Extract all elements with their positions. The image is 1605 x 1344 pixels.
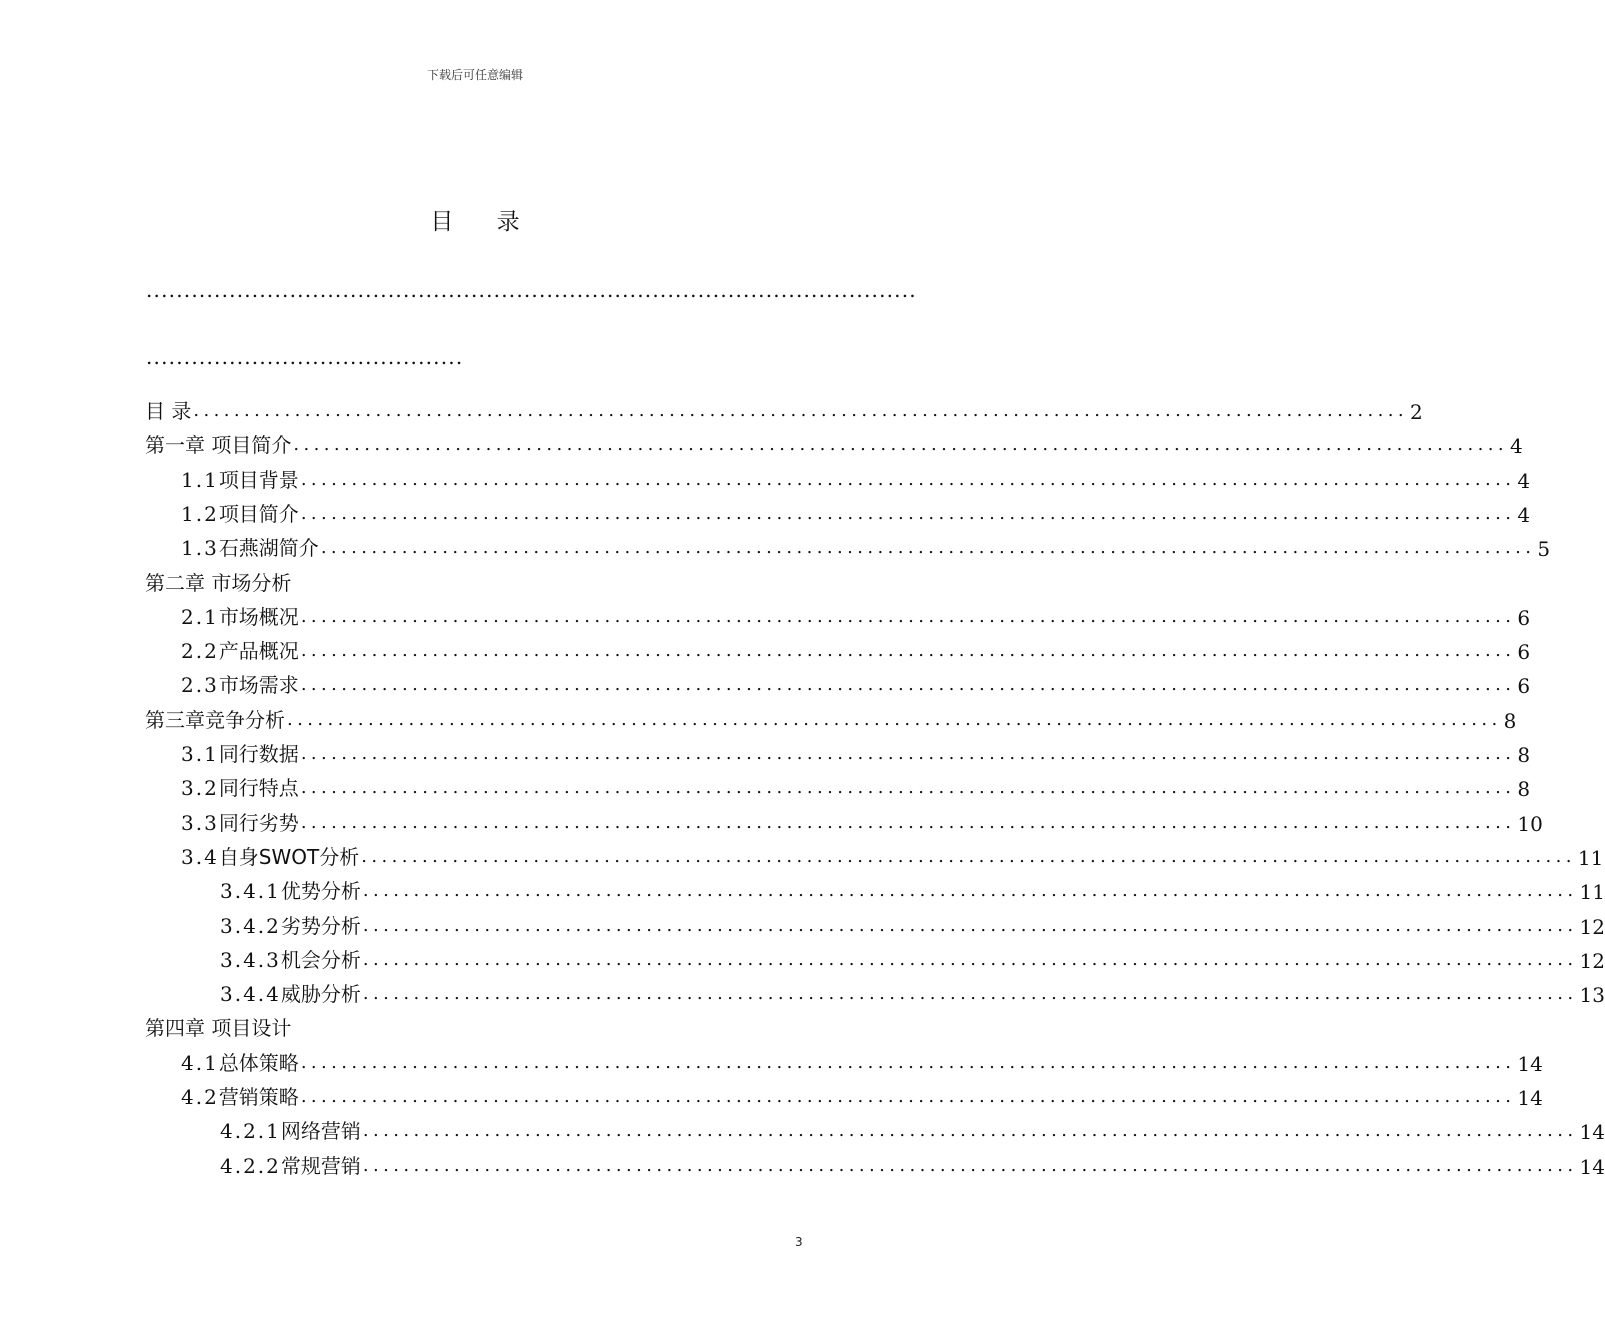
toc-page-number: 14	[1579, 1154, 1605, 1179]
toc-entry-number: 4.2	[181, 1085, 219, 1109]
toc-entry-text: 第三章竞争分析	[145, 707, 285, 732]
toc-page-number: 12	[1579, 914, 1605, 939]
toc-entry-number: 1.3	[181, 536, 219, 561]
toc-entry-label	[181, 464, 299, 493]
dotted-line: ......................................................................................................	[146, 278, 917, 302]
toc-entry-label	[145, 704, 285, 733]
toc-entry[interactable]	[145, 1007, 806, 1041]
toc-entry[interactable]	[220, 870, 1605, 905]
toc-entry-text: 产品概况	[218, 639, 299, 664]
toc-entry-text: 市场概况	[218, 604, 299, 629]
toc-entry-text: 同行特点	[218, 776, 299, 801]
toc-entry-number: 3.4.4	[220, 982, 281, 1007]
toc-entry-label	[145, 429, 291, 458]
toc-entry-label	[181, 772, 299, 801]
toc-entry-label	[181, 807, 299, 836]
toc-leader-dots: ........................................................................................................................	[362, 880, 1578, 902]
toc-entry-label	[220, 1115, 361, 1144]
toc-entry[interactable]	[181, 459, 1531, 493]
toc-entry[interactable]	[220, 1110, 1605, 1145]
toc-entry[interactable]	[181, 802, 1543, 836]
toc-entry-number: 3.2	[181, 776, 219, 801]
toc-entry-label	[220, 978, 361, 1007]
toc-entry[interactable]	[181, 836, 1604, 870]
toc-entry-number: 4.2.1	[220, 1119, 281, 1144]
toc-leader-dots: ........................................................................................................................	[300, 1086, 1516, 1107]
toc-entry-text: 第一章 项目简介	[145, 433, 292, 458]
toc-entry-text: 网络营销	[280, 1119, 361, 1144]
toc-entry-text: 优势分析	[280, 879, 361, 904]
toc-page-number: 11	[1577, 845, 1604, 870]
toc-leader-dots: ........................................................................................................................	[362, 983, 1578, 1005]
toc-entry[interactable]	[145, 562, 806, 596]
toc-page-number: 8	[1517, 743, 1531, 767]
toc-leader-dots: ........................................................................................................................	[300, 640, 1516, 662]
toc-entry-text: 同行劣势	[218, 810, 299, 835]
toc-entry[interactable]	[181, 630, 1531, 665]
toc-entry-text: 第四章 项目设计	[145, 1016, 292, 1041]
toc-entry-text: 威胁分析	[280, 982, 361, 1007]
toc-entry[interactable]	[181, 1076, 1543, 1110]
toc-entry-label	[145, 395, 191, 424]
dotted-line: ..........................................	[146, 345, 464, 369]
toc-entry-label	[181, 1047, 299, 1076]
toc-leader-dots: ........................................................................................................................	[293, 434, 1508, 456]
toc-entry[interactable]	[145, 699, 1517, 733]
toc-entry-label	[145, 567, 291, 596]
toc-entry[interactable]	[181, 1042, 1543, 1076]
toc-entry-text: 市场需求	[218, 673, 299, 698]
toc-entry-text: 常规营销	[280, 1153, 361, 1178]
toc-entry[interactable]	[181, 596, 1531, 630]
toc-page-number: 6	[1517, 640, 1531, 665]
page-number: 3	[795, 1235, 803, 1249]
toc-page-number: 6	[1517, 674, 1531, 699]
toc-page-number: 5	[1537, 537, 1551, 562]
toc-entry-label	[181, 669, 299, 698]
toc-entry-number: 2.1	[181, 604, 219, 629]
toc-leader-dots: ........................................................................................................................	[193, 400, 1408, 421]
toc-leader-dots: ........................................................................................................................	[300, 605, 1516, 627]
toc-entry-label	[181, 1081, 299, 1110]
toc-page-number: 4	[1517, 502, 1531, 527]
toc-entry-label	[181, 841, 359, 870]
toc-entry-text: 目 录	[145, 399, 192, 423]
toc-entry-number: 4.1	[181, 1050, 219, 1075]
toc-page-number: 14	[1517, 1086, 1543, 1110]
toc-entry-text: 同行数据	[218, 742, 299, 766]
toc-leader-dots: ........................................................................................................................	[300, 502, 1516, 524]
toc-page-number: 8	[1517, 777, 1531, 802]
toc-entry[interactable]	[220, 973, 1605, 1008]
toc-entry-label	[145, 1012, 291, 1041]
toc-page-number: 11	[1579, 880, 1605, 905]
toc-entry-number: 3.4	[181, 844, 219, 869]
toc-entry[interactable]	[181, 767, 1531, 802]
toc-entry-label	[181, 635, 299, 664]
toc-entry-text: 第二章 市场分析	[145, 570, 292, 595]
toc-page-number: 2	[1409, 400, 1423, 424]
toc-entry-label	[220, 1150, 361, 1179]
toc-leader-dots: ........................................................................................................................	[362, 948, 1578, 970]
toc-entry-number: 3.4.3	[220, 947, 281, 972]
toc-entry[interactable]	[220, 1145, 1605, 1179]
toc-entry-text: 总体策略	[218, 1050, 299, 1075]
toc-leader-dots: ........................................................................................................................	[300, 468, 1516, 490]
toc-page-number: 12	[1579, 948, 1605, 973]
toc-entry[interactable]	[181, 527, 1551, 562]
toc-page-number: 8	[1503, 708, 1517, 733]
toc-entry-number: 1.2	[181, 501, 219, 526]
toc-entry-label	[220, 875, 361, 904]
toc-entry-label	[220, 944, 361, 973]
toc-page-number: 14	[1579, 1120, 1605, 1145]
page-title: 目 录	[430, 209, 538, 235]
toc-entry[interactable]	[181, 733, 1531, 767]
toc-entry-number: 3.4.2	[220, 913, 281, 938]
toc-leader-dots: ........................................................................................................................	[320, 537, 1536, 559]
toc-entry[interactable]	[220, 905, 1605, 939]
toc-leader-dots: ........................................................................................................................	[300, 811, 1516, 833]
toc-leader-dots: ........................................................................................................................	[361, 845, 1576, 867]
toc-entry-number: 1.1	[181, 467, 219, 492]
toc-entry[interactable]	[145, 390, 1423, 424]
toc-leader-dots: ........................................................................................................................	[300, 777, 1516, 799]
toc-entry-number: 2.3	[181, 673, 219, 698]
toc-entry-text: 项目背景	[218, 467, 299, 492]
toc-entry-number: 2.2	[181, 639, 219, 664]
toc-page-number: 13	[1579, 983, 1605, 1008]
toc-entry[interactable]	[181, 493, 1531, 527]
toc-entry-label	[181, 601, 299, 630]
toc-entry-text: 项目简介	[218, 501, 299, 526]
toc-entry-label	[181, 498, 299, 527]
toc-entry-text: 机会分析	[280, 947, 361, 972]
toc-entry-number: 3.4.1	[220, 879, 281, 904]
toc-page-number: 10	[1517, 811, 1543, 836]
toc-entry-number: 4.2.2	[220, 1153, 281, 1178]
toc-leader-dots: ........................................................................................................................	[287, 708, 1502, 730]
toc-entry[interactable]	[181, 664, 1531, 699]
toc-leader-dots: ........................................................................................................................	[300, 674, 1516, 696]
toc-entry[interactable]	[220, 939, 1605, 973]
toc-page-number: 6	[1517, 605, 1531, 630]
toc-leader-dots: ........................................................................................................................	[362, 914, 1578, 936]
toc-entry-text: 营销策略	[218, 1085, 299, 1109]
toc-page-number: 4	[1509, 434, 1523, 459]
toc-leader-dots: ........................................................................................................................	[362, 1120, 1578, 1142]
toc-page-number: 4	[1517, 468, 1531, 493]
toc-leader-dots: ........................................................................................................................	[300, 743, 1516, 764]
toc-entry-text: 自身SWOT分析	[218, 844, 360, 869]
toc-entry-number: 3.1	[181, 742, 219, 766]
toc-leader-dots: ........................................................................................................................	[300, 1051, 1516, 1073]
toc-entry[interactable]	[145, 424, 1523, 459]
toc-entry-number: 3.3	[181, 810, 219, 835]
toc-page-number: 14	[1517, 1051, 1543, 1076]
toc-entry-text: 石燕湖简介	[218, 536, 319, 561]
toc-entry-label	[181, 738, 299, 767]
toc-entry-label	[220, 910, 361, 939]
toc-leader-dots: ........................................................................................................................	[362, 1154, 1578, 1176]
page-header: 下载后可任意编辑	[426, 68, 523, 82]
toc-entry-text: 劣势分析	[280, 913, 361, 938]
toc-entry-label	[181, 532, 319, 561]
